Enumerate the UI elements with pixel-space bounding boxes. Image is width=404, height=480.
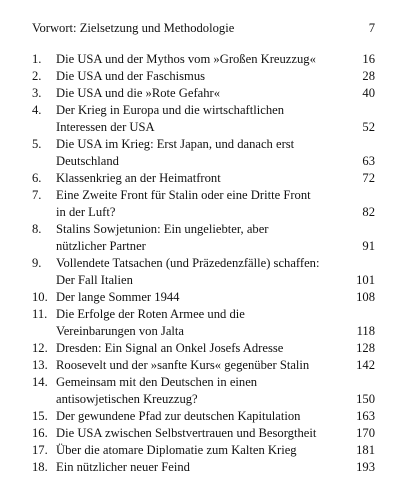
chapter-title: Die USA und der Mythos vom »Großen Kreuzzug« bbox=[56, 52, 316, 66]
chapter-page-number: 101 bbox=[356, 273, 375, 287]
chapter-title-continuation: nützlicher Partner bbox=[56, 239, 146, 253]
chapter-title: Die USA im Krieg: Erst Japan, und danach erst bbox=[56, 137, 295, 151]
chapter-number: 14. bbox=[32, 375, 48, 389]
chapter-title: Über die atomare Diplomatie zum Kalten Krieg bbox=[56, 443, 297, 457]
chapter-number: 5. bbox=[32, 137, 42, 151]
chapter-number: 17. bbox=[32, 443, 48, 457]
chapter-number: 16. bbox=[32, 426, 48, 440]
chapter-page-number: 150 bbox=[356, 392, 375, 406]
chapter-title: Die Erfolge der Roten Armee und die bbox=[56, 307, 245, 321]
chapter-number: 7. bbox=[32, 188, 42, 202]
chapter-number: 3. bbox=[32, 86, 42, 100]
chapter-page-number: 28 bbox=[362, 69, 375, 83]
chapter-title: Vollendete Tatsachen (und Präzedenzfälle) schaffen: bbox=[56, 256, 320, 270]
chapter-title: Die USA und die »Rote Gefahr« bbox=[56, 86, 221, 100]
chapter-title: Roosevelt und der »sanfte Kurs« gegenüber Stalin bbox=[56, 358, 310, 372]
chapter-page-number: 170 bbox=[356, 426, 375, 440]
chapter-title: Der Krieg in Europa und die wirtschaftlichen bbox=[56, 103, 285, 117]
chapter-page-number: 63 bbox=[362, 154, 375, 168]
chapter-title: Stalins Sowjetunion: Ein ungeliebter, aber bbox=[56, 222, 269, 236]
chapter-page-number: 82 bbox=[362, 205, 375, 219]
chapter-title: Die USA und der Faschismus bbox=[56, 69, 206, 83]
chapter-number: 15. bbox=[32, 409, 48, 423]
chapter-number: 2. bbox=[32, 69, 42, 83]
chapter-number: 9. bbox=[32, 256, 42, 270]
chapter-title: Die USA zwischen Selbstvertrauen und Besorgtheit bbox=[56, 426, 317, 440]
foreword-page-number: 7 bbox=[368, 21, 375, 35]
chapter-number: 13. bbox=[32, 358, 48, 372]
chapter-title: Der lange Sommer 1944 bbox=[56, 290, 180, 304]
chapter-number: 8. bbox=[32, 222, 42, 236]
chapter-title: Dresden: Ein Signal an Onkel Josefs Adresse bbox=[56, 341, 284, 355]
chapter-title: Klassenkrieg an der Heimatfront bbox=[56, 171, 221, 185]
chapter-number: 6. bbox=[32, 171, 42, 185]
chapter-title-continuation: Der Fall Italien bbox=[56, 273, 133, 287]
chapter-page-number: 193 bbox=[356, 460, 375, 474]
chapter-page-number: 163 bbox=[356, 409, 375, 423]
chapter-page-number: 40 bbox=[362, 86, 375, 100]
chapter-number: 11. bbox=[32, 307, 48, 321]
chapter-page-number: 91 bbox=[362, 239, 375, 253]
chapter-page-number: 181 bbox=[356, 443, 375, 457]
chapter-number: 1. bbox=[32, 52, 42, 66]
chapter-number: 10. bbox=[32, 290, 48, 304]
chapter-page-number: 142 bbox=[356, 358, 375, 372]
chapter-number: 18. bbox=[32, 460, 48, 474]
chapter-page-number: 72 bbox=[362, 171, 375, 185]
chapter-page-number: 16 bbox=[362, 52, 375, 66]
foreword-title: Vorwort: Zielsetzung und Methodologie bbox=[32, 21, 235, 35]
chapter-title: Gemeinsam mit den Deutschen in einen bbox=[56, 375, 258, 389]
chapter-page-number: 108 bbox=[356, 290, 375, 304]
chapter-title-continuation: Interessen der USA bbox=[56, 120, 155, 134]
chapter-page-number: 52 bbox=[362, 120, 375, 134]
chapter-number: 4. bbox=[32, 103, 42, 117]
chapter-page-number: 118 bbox=[356, 324, 375, 338]
chapter-number: 12. bbox=[32, 341, 48, 355]
chapter-page-number: 128 bbox=[356, 341, 375, 355]
chapter-title-continuation: Vereinbarungen von Jalta bbox=[56, 324, 184, 338]
chapter-title-continuation: in der Luft? bbox=[56, 205, 116, 219]
chapter-title: Ein nützlicher neuer Feind bbox=[56, 460, 190, 474]
chapter-title-continuation: antisowjetischen Kreuzzug? bbox=[56, 392, 198, 406]
chapter-title: Der gewundene Pfad zur deutschen Kapitulation bbox=[56, 409, 301, 423]
chapter-title: Eine Zweite Front für Stalin oder eine Dritte Front bbox=[56, 188, 311, 202]
chapter-title-continuation: Deutschland bbox=[56, 154, 119, 168]
